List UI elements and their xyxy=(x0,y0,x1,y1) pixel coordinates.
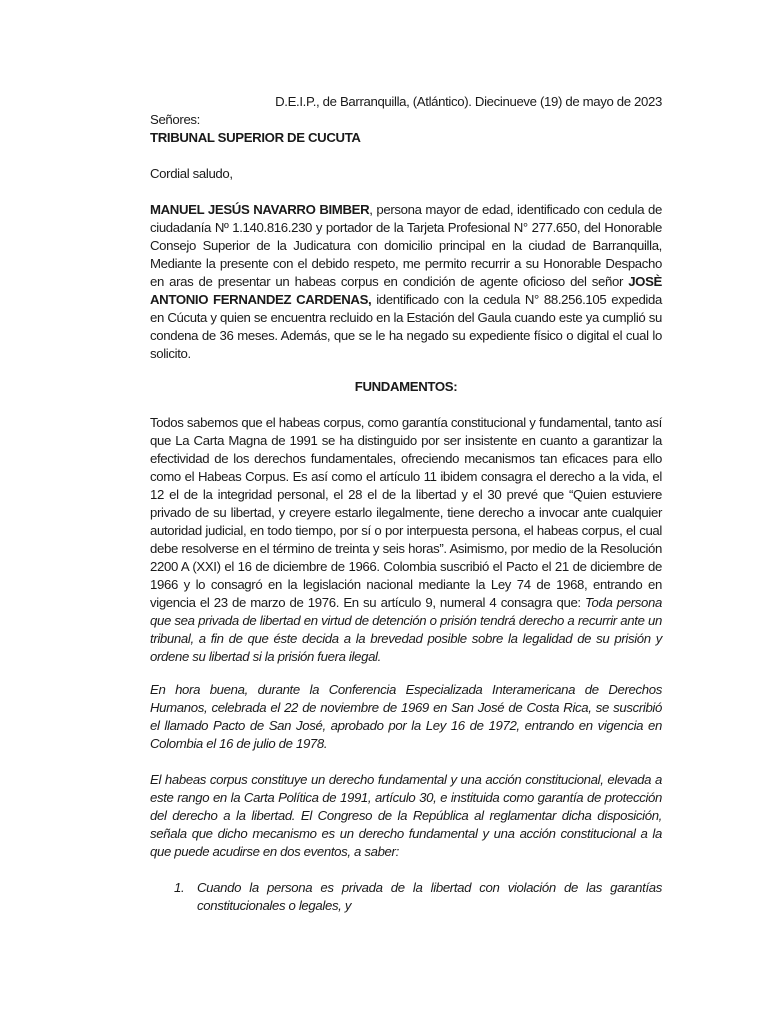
fundamentos-paragraph-2: En hora buena, durante la Conferencia Especializada Interamericana de Derechos Humanos, celebrada el 22 de noviembre de 1969 en San José de Costa Rica, se suscribió el llamado Pacto de San José, aprobado por la Ley 16 de 1972, entrando en vigencia en Colombia el 16 de julio de 1978. xyxy=(150,682,662,751)
fundamentos-paragraph-3: El habeas corpus constituye un derecho fundamental y una acción constitucional, elevada a este rango en la Carta Política de 1991, artículo 30, e instituida como garantía de protección del derecho a la libertad. El Congreso de la República al reglamentar dicha disposición, señala que dicho mecanismo es un derecho fundamental y una acción constitucional a la que puede acudirse en dos eventos, a saber: xyxy=(150,772,662,859)
recipient-name: TRIBUNAL SUPERIOR DE CUCUTA xyxy=(150,130,361,145)
fundamentos-paragraph-1 xyxy=(150,414,662,666)
list-item-text: Cuando la persona es privada de la libertad con violación de las garantías constitucionales o legales, y xyxy=(197,880,662,913)
list-item-number: 1. xyxy=(174,880,185,895)
greeting: Cordial saludo, xyxy=(150,166,233,181)
beneficiary-name: JOSÈ ANTONIO FERNANDEZ CARDENAS, xyxy=(150,274,662,307)
intro-text-2: identificado con la cedula N° 88.256.105 expedida en Cúcuta y quien se encuentra recluido en la Estación del Gaula cuando este ya cumplió su condena de 36 meses. Además, que se le ha negado su expediente físico o digital el cual lo solicito. xyxy=(150,292,662,361)
salutation-to: Señores: xyxy=(150,112,200,127)
list-item xyxy=(174,879,662,915)
sender-name: MANUEL JESÚS NAVARRO BIMBER xyxy=(150,202,370,217)
paragraph-1-quote: Toda persona que sea privada de libertad en virtud de detención o prisión tendrá derecho a recurrir ante un tribunal, a fin de que éste decida a la brevedad posible sobre la legalidad de su prisión y ordene su libertad si la prisión fuera ilegal. xyxy=(150,595,663,664)
section-title: FUNDAMENTOS: xyxy=(354,379,458,394)
dateline: D.E.I.P., de Barranquilla, (Atlántico). Diecinueve (19) de mayo de 2023 xyxy=(275,94,662,109)
intro-paragraph xyxy=(150,201,662,363)
intro-text-1: , persona mayor de edad, identificado con cedula de ciudadanía Nº 1.140.816.230 y portador de la Tarjeta Profesional N° 277.650, del Honorable Consejo Superior de la Judicatura con domicilio principal en la ciudad de Barranquilla, Mediante la presente con el debido respeto, me permito recurrir a su Honorable Despacho en aras de presentar un habeas corpus en condición de agente oficioso del señor xyxy=(150,202,662,289)
paragraph-1-text: Todos sabemos que el habeas corpus, como garantía constitucional y fundamental, tanto así que La Carta Magna de 1991 se ha distinguido por ser insistente en cuanto a garantizar la efectividad de los derechos fundamentales, ofreciendo mecanismos tan eficaces para ello como el Habeas Corpus. Es así como el artículo 11 ibidem consagra el derecho a la vida, el 12 el de la integridad personal, el 28 el de la libertad y el 30 prevé que “Quien estuviere privado de su libertad, y creyere estarlo ilegalmente, tiene derecho a invocar ante cualquier autoridad judicial, en todo tiempo, por sí o por interpuesta persona, el habeas corpus, el cual debe resolverse en el término de treinta y seis horas”. Asimismo, por medio de la Resolución 2200 A (XXI) el 16 de diciembre de 1966. Colombia suscribió el Pacto el 21 de diciembre de 1966 y lo consagró en la legislación nacional mediante la Ley 74 de 1968, entrando en vigencia el 23 de marzo de 1976. En su artículo 9, numeral 4 consagra que: xyxy=(150,415,662,610)
events-list xyxy=(174,879,662,915)
